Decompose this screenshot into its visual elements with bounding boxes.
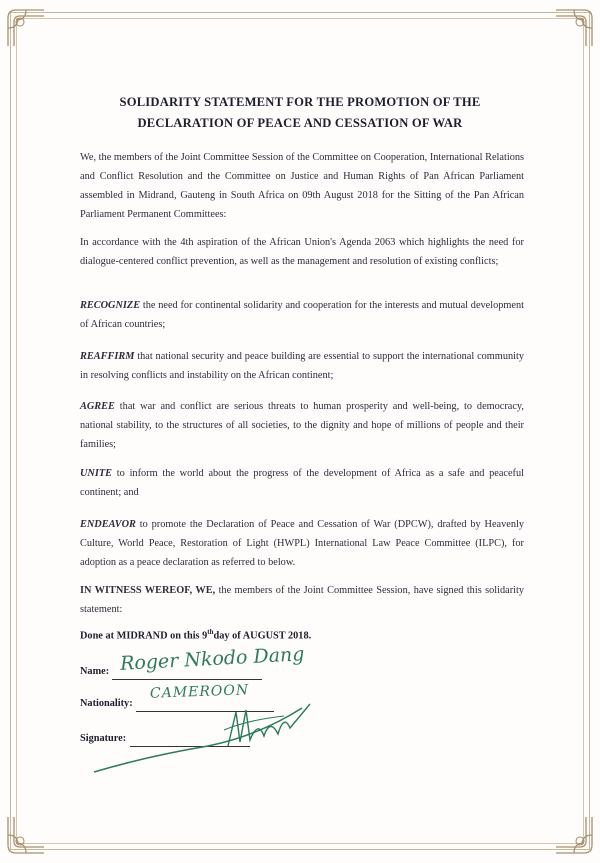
corner-ornament-icon: [4, 813, 48, 857]
clause-keyword: UNITE: [80, 468, 113, 479]
witness-paragraph: [80, 581, 524, 619]
clause-text: the members of the Joint Committee Session, have signed this solidarity statement:: [80, 585, 524, 615]
agenda-paragraph: In accordance with the 4th aspiration of the African Union's Agenda 2063 which highlights the need for dialogue-centered conflict prevention, as well as the management and resolution of existing conflicts;: [80, 237, 524, 267]
clause-keyword: RECOGNIZE: [80, 300, 141, 311]
done-suffix: day of AUGUST 2018.: [213, 630, 312, 642]
handwritten-signature: [88, 690, 318, 780]
name-label: Name:: [80, 666, 110, 677]
clause-text: that war and conflict are serious threats to human prosperity and well-being, to democracy, national stability, to the structures of all societies, to the dignity and hope of millions of people and their families;: [80, 401, 524, 450]
handwritten-nationality: CAMEROON: [149, 682, 250, 702]
clause-keyword: AGREE: [80, 401, 115, 412]
nationality-label: Nationality:: [80, 698, 133, 709]
clause-keyword: REAFFIRM: [80, 351, 135, 362]
document-title: [60, 92, 540, 134]
title-line-1: SOLIDARITY STATEMENT FOR THE PROMOTION OF THE: [119, 95, 481, 109]
preamble-paragraph: We, the members of the Joint Committee Session of the Committee on Cooperation, International Relations and Conflict Resolution and the Committee on Justice and Human Rights of Pan African Parliament assembled in Midrand, Gauteng in South Africa on 09th August 2018 for the Sitting of the Pan African Parliament Permanent Committees:: [80, 152, 524, 220]
handwritten-name: Roger Nkodo Dang: [119, 643, 305, 675]
reaffirm-paragraph: [80, 347, 524, 385]
endeavor-paragraph: [80, 515, 524, 572]
recognize-paragraph: [80, 296, 524, 334]
clause-keyword: ENDEAVOR: [80, 519, 136, 530]
done-prefix: Done at MIDRAND on this 9: [80, 630, 208, 642]
clause-text: to promote the Declaration of Peace and Cessation of War (DPCW), drafted by Heavenly Culture, World Peace, Restoration of Light (HWPL) International Law Peace Committee (ILPC), for adoption as a peace declaration as referred to below.: [80, 519, 524, 568]
done-at-line: [80, 628, 311, 641]
signature-label: Signature:: [80, 733, 127, 744]
corner-ornament-icon: [552, 6, 596, 50]
agree-paragraph: [80, 397, 524, 454]
clause-keyword: IN WITNESS WEREOF, WE,: [80, 585, 216, 596]
done-sup: th: [207, 628, 214, 636]
corner-ornament-icon: [552, 813, 596, 857]
corner-ornament-icon: [4, 6, 48, 50]
title-line-2: DECLARATION OF PEACE AND CESSATION OF WAR: [137, 116, 463, 130]
unite-paragraph: [80, 464, 524, 502]
clause-text: the need for continental solidarity and cooperation for the interests and mutual development of African countries;: [80, 300, 524, 330]
clause-text: that national security and peace building are essential to support the international community in resolving conflicts and instability on the African continent;: [80, 351, 524, 381]
name-line: [112, 679, 262, 680]
clause-text: to inform the world about the progress of the development of Africa as a safe and peaceful continent; and: [80, 468, 524, 498]
